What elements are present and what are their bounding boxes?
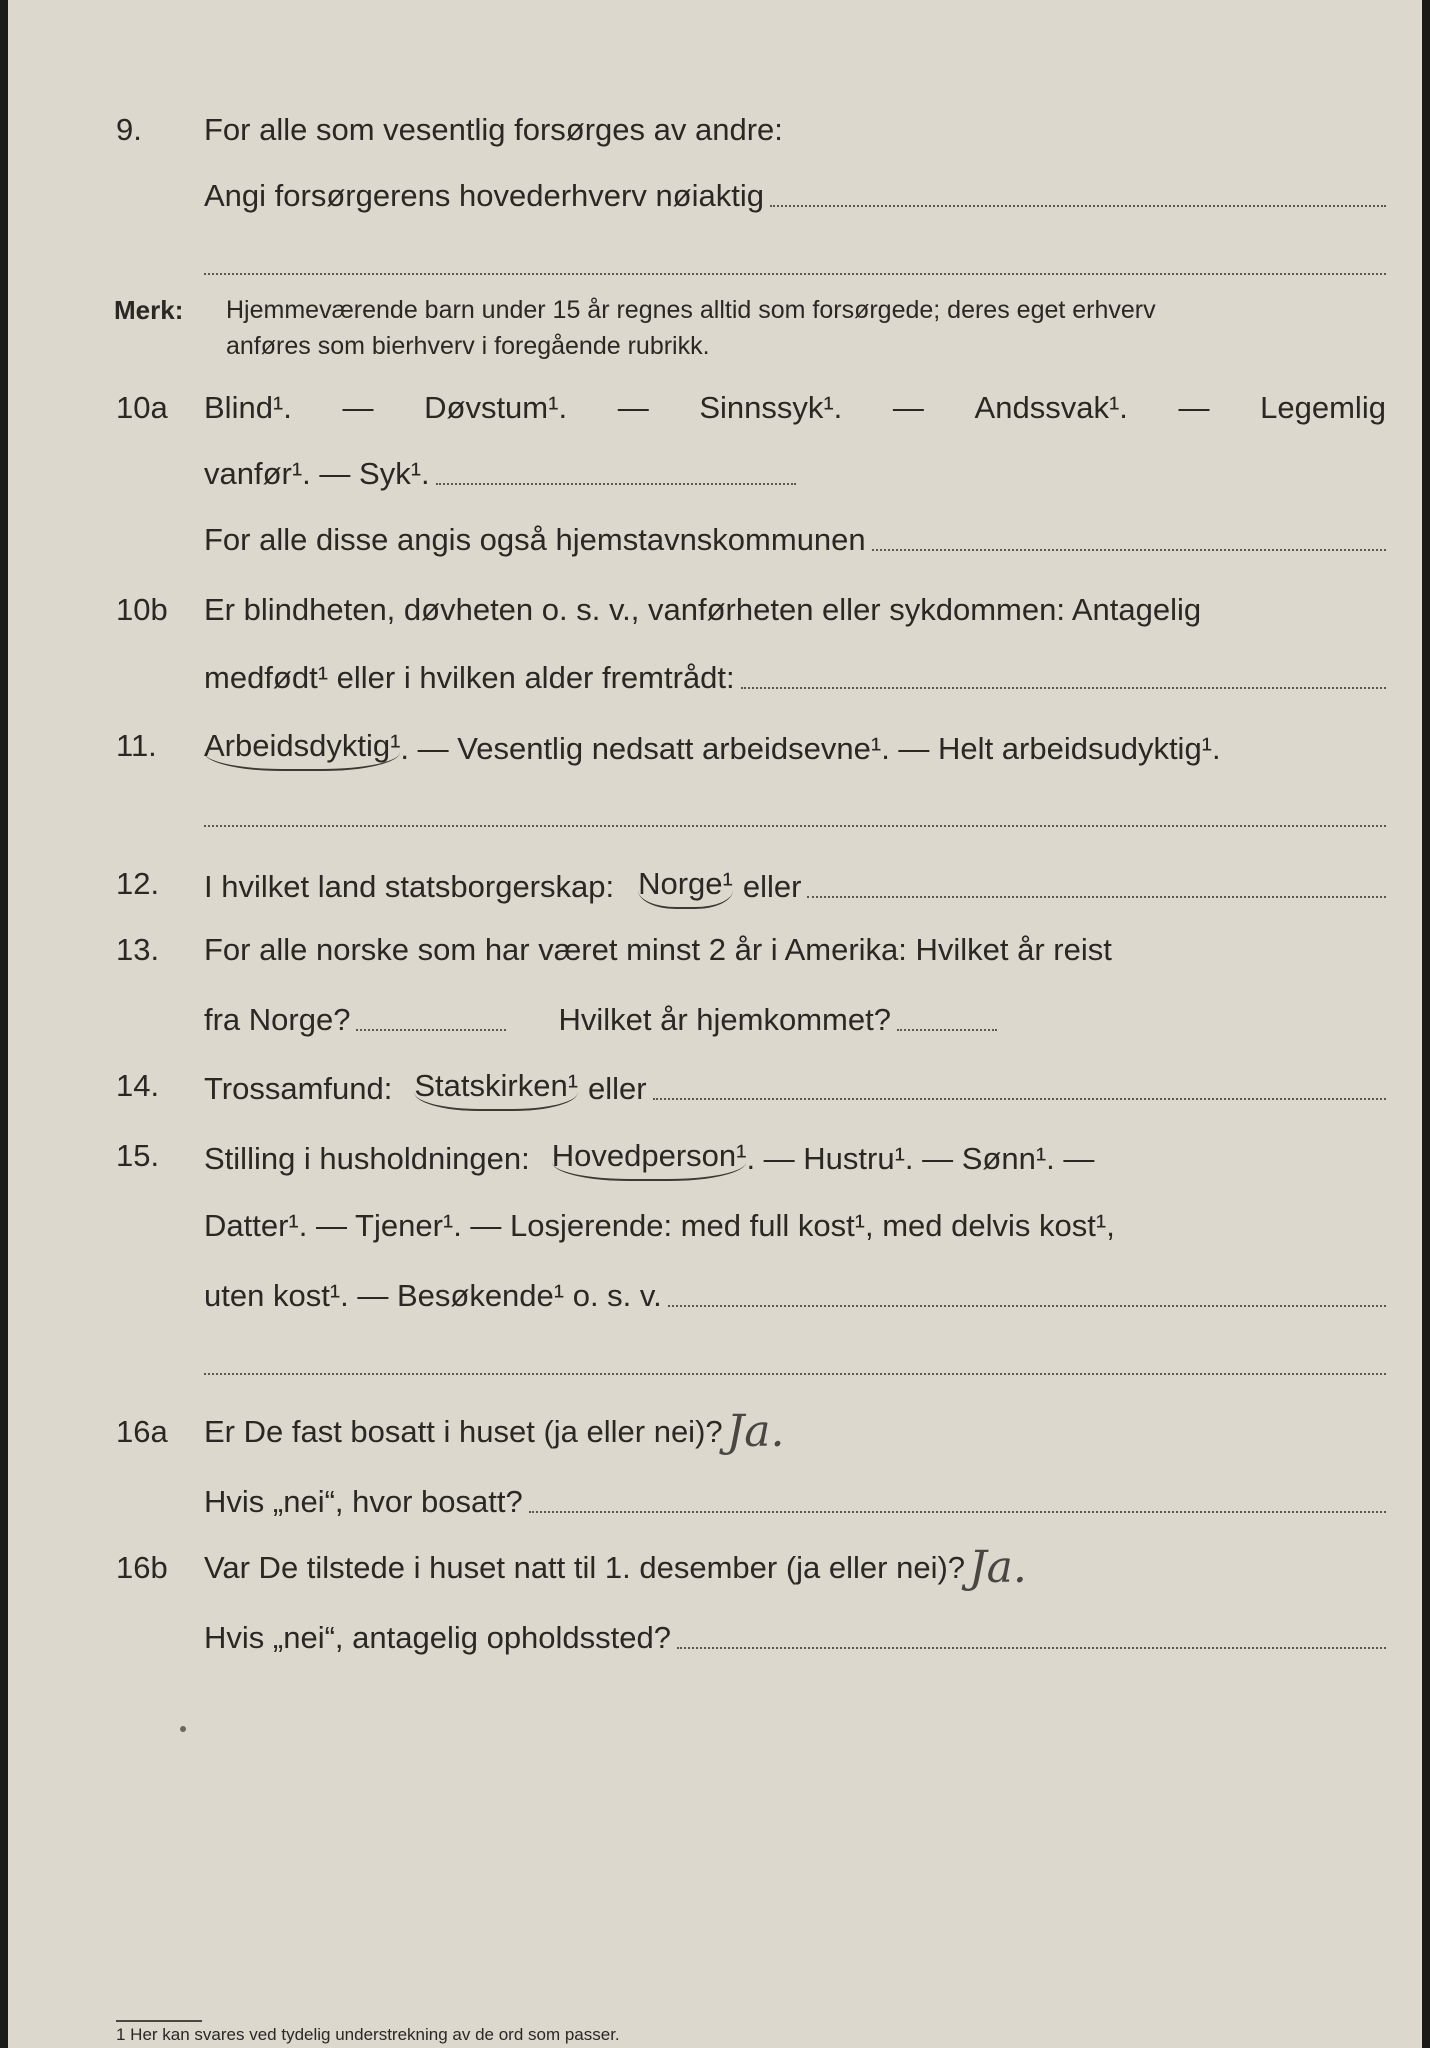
census-form-page — [8, 0, 1422, 2048]
question-10a-line-2 — [204, 452, 1386, 496]
option-legemlig: Legemlig — [1260, 390, 1386, 425]
dash: — — [1178, 390, 1210, 425]
question-13-line-2 — [204, 998, 1386, 1042]
note-label: Merk: — [114, 295, 184, 325]
question-text: Stilling i husholdningen: — [204, 1141, 530, 1176]
answer-field-dotted[interactable] — [204, 1372, 1386, 1375]
question-text: Hvilket år hjemkommet? — [558, 1002, 891, 1037]
question-text: For alle disse angis også hjemstavnskommunen — [204, 522, 866, 557]
question-15-row-1 — [8, 1134, 1422, 1204]
question-text: eller — [742, 869, 802, 904]
option-norge-underlined: Norge¹ — [638, 862, 733, 909]
question-number: 10a — [116, 390, 168, 425]
question-text: Var De tilstede i huset natt til 1. desember (ja eller nei)? — [204, 1550, 966, 1585]
question-12-line — [204, 862, 1386, 909]
question-text: For alle norske som har været minst 2 år i Amerika: Hvilket år reist — [204, 932, 1112, 967]
question-number: 16b — [116, 1550, 168, 1585]
question-11-line — [204, 724, 1386, 771]
answer-field-dotted[interactable] — [668, 1304, 1386, 1307]
question-14-row — [8, 1064, 1422, 1134]
question-16a-row-2 — [8, 1480, 1422, 1550]
note-text-line-2: anføres som bierhverv i foregående rubrikk. — [226, 332, 710, 360]
question-15-row-2 — [8, 1204, 1422, 1274]
question-text: . — Hustru¹. — Sønn¹. — — [746, 1141, 1095, 1176]
question-16a-line-1 — [204, 1406, 1386, 1457]
question-text: Er blindheten, døvheten o. s. v., vanførheten eller sykdommen: Antagelig — [204, 592, 1202, 627]
answer-field-dotted[interactable] — [872, 548, 1386, 551]
answer-field-dotted[interactable] — [897, 1028, 997, 1031]
question-16b-row-2 — [8, 1616, 1422, 1686]
question-number: 16a — [116, 1414, 168, 1449]
question-16b-line-1 — [204, 1542, 1386, 1593]
answer-field-dotted[interactable] — [436, 482, 796, 485]
question-10a-line-3 — [204, 518, 1386, 562]
answer-field-dotted[interactable] — [807, 895, 1386, 898]
question-number: 9. — [116, 112, 142, 147]
answer-field-dotted[interactable] — [529, 1510, 1386, 1513]
answer-field-dotted[interactable] — [653, 1097, 1386, 1100]
question-number: 12. — [116, 866, 160, 901]
question-number: 10b — [116, 592, 168, 627]
dash: — — [892, 390, 924, 425]
question-number: 14. — [116, 1068, 160, 1103]
answer-field-dotted[interactable] — [770, 204, 1386, 207]
question-16a-row-1 — [8, 1406, 1422, 1480]
question-10b-line-2 — [204, 656, 1386, 700]
question-10a-line-1 — [204, 386, 1386, 430]
option-andssvak: Andssvak¹. — [974, 390, 1128, 425]
dash: — — [342, 390, 374, 425]
question-15-line-1 — [204, 1134, 1386, 1181]
answer-field-dotted[interactable] — [204, 272, 1386, 275]
question-9-row-1 — [8, 108, 1422, 178]
question-number: 11. — [116, 728, 157, 763]
question-text: eller — [588, 1071, 647, 1106]
question-9-line-1 — [204, 108, 1386, 152]
question-text: Er De fast bosatt i huset (ja eller nei)? — [204, 1414, 723, 1449]
question-text: Angi forsørgerens hovederhverv nøiaktig — [204, 178, 764, 213]
question-10a-row-3 — [8, 518, 1422, 588]
option-sinnssyk: Sinnssyk¹. — [699, 390, 843, 425]
question-14-line — [204, 1064, 1386, 1111]
question-text: Datter¹. — Tjener¹. — Losjerende: med full kost¹, med delvis kost¹, — [204, 1208, 1115, 1243]
option-blind: Blind¹. — [204, 390, 292, 425]
question-text: fra Norge? — [204, 1002, 351, 1037]
answer-field-dotted[interactable] — [741, 686, 1386, 689]
answer-field-dotted[interactable] — [204, 824, 1386, 827]
question-text: For alle som vesentlig forsørges av andre: — [204, 112, 783, 147]
handwritten-answer: Ja. — [969, 1542, 1027, 1593]
question-9-row-2 — [8, 174, 1422, 244]
question-text: . — Vesentlig nedsatt arbeidsevne¹. — Helt arbeidsudyktig¹. — [400, 731, 1221, 766]
footnote-text: 1 Her kan svares ved tydelig understrekning av de ord som passer. — [116, 2025, 620, 2044]
footnote-rule — [116, 2020, 202, 2022]
option-arbeidsdyktig-underlined: Arbeidsdyktig¹ — [204, 724, 400, 771]
option-statskirken-underlined: Statskirken¹ — [414, 1064, 578, 1111]
question-13-row-2 — [8, 998, 1422, 1068]
question-15-line-2 — [204, 1204, 1386, 1248]
question-15-line-3 — [204, 1274, 1386, 1318]
question-13-line-1 — [204, 928, 1386, 972]
question-13-row-1 — [8, 928, 1422, 998]
question-15-row-3 — [8, 1274, 1422, 1344]
question-text: uten kost¹. — Besøkende¹ o. s. v. — [204, 1278, 662, 1313]
question-11-row — [8, 724, 1422, 794]
question-text: I hvilket land statsborgerskap: — [204, 869, 615, 904]
question-text: Hvis „nei“, antagelig opholdssted? — [204, 1620, 671, 1655]
answer-field-dotted[interactable] — [356, 1028, 506, 1031]
question-10b-row-2 — [8, 656, 1422, 726]
question-text: Hvis „nei“, hvor bosatt? — [204, 1484, 523, 1519]
question-16a-line-2 — [204, 1480, 1386, 1524]
answer-field-dotted[interactable] — [677, 1646, 1386, 1649]
question-number: 15. — [116, 1138, 160, 1173]
question-9-line-2 — [204, 174, 1386, 218]
note-text-line-1: Hjemmeværende barn under 15 år regnes alltid som forsørgede; deres eget erhverv — [226, 296, 1156, 324]
handwritten-answer: Ja. — [726, 1406, 785, 1457]
question-10b-line-1 — [204, 588, 1386, 632]
question-10a-row-1 — [8, 386, 1422, 456]
option-dovstum: Døvstum¹. — [424, 390, 568, 425]
question-10b-row-1 — [8, 588, 1422, 658]
question-text: Trossamfund: — [204, 1071, 393, 1106]
question-text: vanfør¹. — Syk¹. — [204, 456, 430, 491]
question-text: medfødt¹ eller i hvilken alder fremtrådt: — [204, 660, 735, 695]
question-number: 13. — [116, 932, 160, 967]
option-hovedperson-underlined: Hovedperson¹ — [552, 1134, 747, 1181]
pencil-mark — [180, 1726, 186, 1732]
question-16b-line-2 — [204, 1616, 1386, 1660]
dash: — — [617, 390, 649, 425]
question-10a-row-2 — [8, 452, 1422, 522]
question-12-row — [8, 862, 1422, 932]
question-16b-row-1 — [8, 1542, 1422, 1616]
